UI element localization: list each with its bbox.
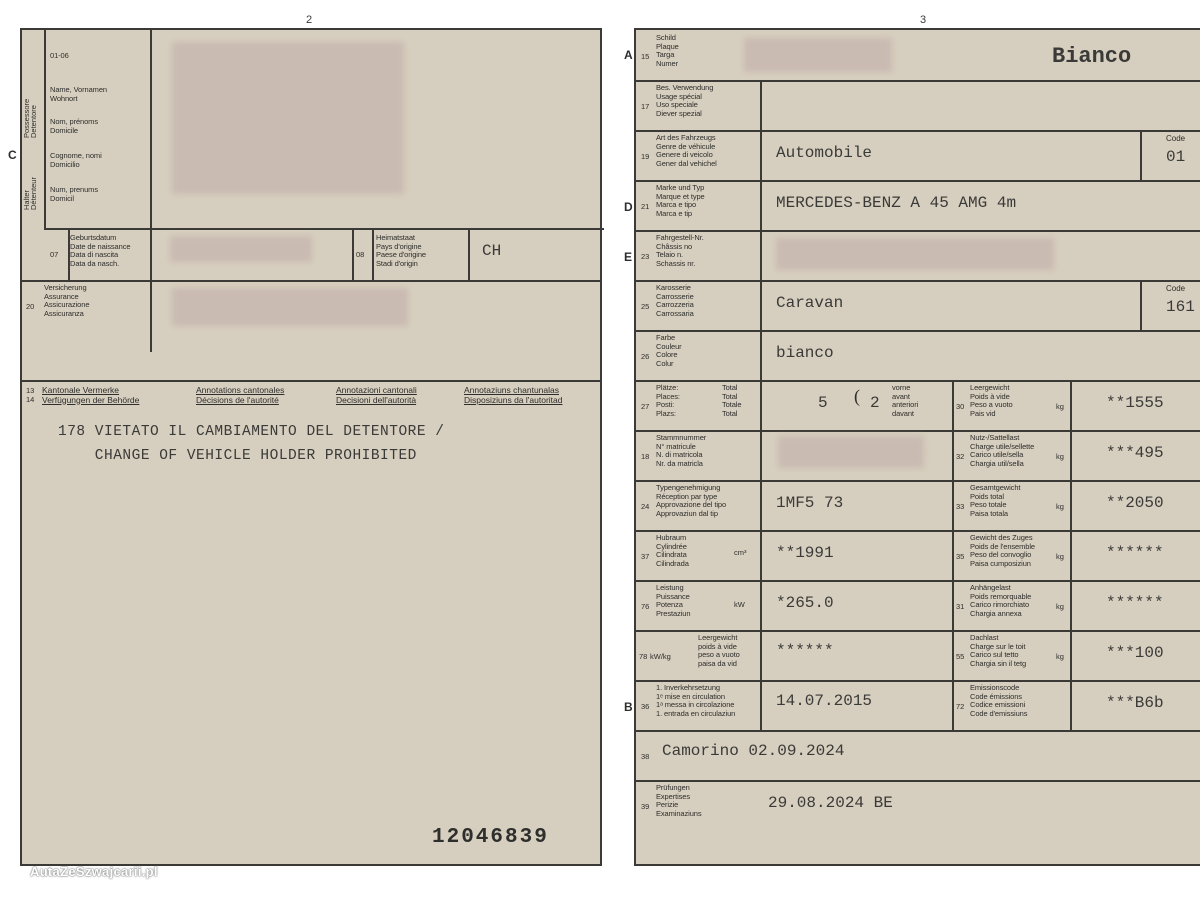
roof-load-label: Dachlast Charge sur le toit Carico sul tetto Chargia sin il tetg (970, 633, 1027, 668)
type-code-divider (1140, 130, 1142, 180)
train-weight-value: ****** (1106, 544, 1164, 562)
birth-field-number: 07 (50, 250, 59, 259)
displacement-label: Hubraum Cylindrée Cilindrata Cilindrada (656, 533, 689, 568)
stamm-number-redacted (778, 436, 924, 468)
plate-field-number: 15 (641, 52, 650, 61)
row-line-10 (636, 530, 1200, 532)
row-line-7 (636, 380, 1200, 382)
document-serial-number: 12046839 (432, 826, 549, 849)
body-type-label: Karosserie Carrosserie Carrozzeria Carrossaria (656, 283, 694, 318)
power-ratio-value: ****** (776, 642, 834, 660)
field-01-06-label: 01-06 (50, 51, 69, 60)
plate-canton-value: Bianco (1052, 44, 1132, 69)
watermark: AutaZeSzwajcarii.pl (30, 864, 158, 879)
make-type-label: Marke und Typ Marque et type Marca e tipo Marca e tip (656, 183, 705, 218)
examination-value: 29.08.2024 BE (768, 794, 893, 812)
total-weight-field-number: 33 (956, 502, 965, 511)
origin-left-divider (352, 228, 354, 280)
type-field-number: 19 (641, 152, 650, 161)
trailer-load-value: ****** (1106, 594, 1164, 612)
row-line-15 (636, 780, 1200, 782)
birth-date-label: Geburtsdatum Date de naissance Data di nascita Data da nasch. (70, 233, 131, 268)
type-approval-value: 1MF5 73 (776, 494, 844, 512)
body-type-value: Caravan (776, 294, 844, 312)
first-registration-value: 14.07.2015 (776, 692, 873, 710)
right-page (624, 28, 1200, 866)
body-field-number: 25 (641, 302, 650, 311)
exam-field-number: 39 (641, 802, 650, 811)
displacement-unit: cm³ (734, 548, 747, 557)
origin-value: CH (482, 242, 502, 260)
row-line-13 (636, 680, 1200, 682)
approval-field-number: 24 (641, 502, 650, 511)
payload-unit: kg (1056, 452, 1064, 461)
emission-field-number: 72 (956, 702, 965, 711)
chassis-label: Fahrgestell-Nr. Châssis no Telaio n. Schassis nr. (656, 233, 704, 268)
trailer-load-field-number: 31 (956, 602, 965, 611)
body-code-divider (1140, 280, 1142, 330)
insurance-field-number: 20 (26, 302, 35, 311)
seats-label: Plätze: Places: Posti: Plazs: (656, 383, 680, 418)
insurance-bottom-line (22, 380, 602, 382)
first-registration-field-number: 36 (641, 702, 650, 711)
type-code-value: 01 (1166, 148, 1186, 166)
make-field-number: 21 (641, 202, 650, 211)
holder-vertical-label-3: Possessore (22, 98, 31, 138)
left-page (8, 28, 602, 866)
curb-weight-value: **1555 (1106, 394, 1164, 412)
row-line-8 (636, 430, 1200, 432)
trailer-load-label: Anhängelast Poids remorquable Carico rimorchiato Chargia annexa (970, 583, 1032, 618)
examinations-label: Prüfungen Expertises Perizie Examinaziuns (656, 783, 702, 818)
origin-label-divider (468, 228, 470, 280)
power-ratio-label: Leergewicht poids à vide peso a vuoto paisa da vid (698, 633, 740, 668)
section-a-marker: A (624, 48, 633, 62)
origin-field-number: 08 (356, 250, 365, 259)
power-field-number: 76 (641, 602, 650, 611)
annotation-note-line2: CHANGE OF VEHICLE HOLDER PROHIBITED (58, 448, 417, 464)
annotations-field-numbers: 13 14 (26, 386, 35, 404)
train-weight-label: Gewicht des Zuges Poids de l'ensemble Peso del convoglio Paisa cumposiziun (970, 533, 1035, 568)
row-line-1 (636, 80, 1200, 82)
annotations-col-de: Kantonale Vermerke Verfügungen der Behörde (42, 385, 140, 405)
roof-load-unit: kg (1056, 652, 1064, 661)
power-value: *265.0 (776, 594, 834, 612)
first-registration-label: 1. Inverkehrsetzung 1ᵉ mise en circulation 1ᵃ messa in circolazione 1. entrada en circulaziun (656, 683, 736, 718)
displacement-value: **1991 (776, 544, 834, 562)
emission-code-value: ***B6b (1106, 694, 1164, 712)
section-d-marker: D (624, 200, 633, 214)
holder-vertical-label-1: Halter (22, 189, 31, 210)
birth-bottom-line (22, 280, 602, 282)
insurance-label: Versicherung Assurance Assicurazione Assicuranza (44, 283, 90, 318)
label-column-divider-right (760, 80, 762, 730)
power-ratio-field-number: 78 (639, 652, 648, 661)
roof-load-field-number: 55 (956, 652, 965, 661)
use-field-number: 17 (641, 102, 650, 111)
special-use-label: Bes. Verwendung Usage spécial Uso speciale Diever spezial (656, 83, 714, 118)
chassis-field-number: 23 (641, 252, 650, 261)
birth-date-redacted (170, 236, 312, 262)
annotation-note-line1: 178 VIETATO IL CAMBIAMENTO DEL DETENTORE / (58, 424, 445, 440)
total-weight-value: **2050 (1106, 494, 1164, 512)
body-code-label: Code (1166, 284, 1186, 293)
type-code-label: Code (1166, 134, 1186, 143)
holder-redacted-area (172, 42, 404, 194)
seats-field-number: 27 (641, 402, 650, 411)
stamm-number-label: Stammnummer N° matricule N. di matricola Nr. da matricla (656, 433, 707, 468)
weights-value-divider (1070, 380, 1072, 730)
issue-place-date: Camorino 02.09.2024 (662, 742, 845, 760)
row-line-6 (636, 330, 1200, 332)
origin-num-divider (372, 228, 374, 280)
power-unit: kW (734, 600, 745, 609)
annotations-col-it: Annotazioni cantonali Decisioni dell'autorità (336, 385, 417, 405)
holder-left-divider (44, 30, 46, 228)
stamm-field-number: 18 (641, 452, 650, 461)
row-line-11 (636, 580, 1200, 582)
holder-name-label-it: Cognome, nomi Domicilio (50, 151, 102, 169)
power-ratio-unit: kW/kg (650, 652, 671, 661)
insurance-redacted (172, 288, 408, 326)
displacement-field-number: 37 (641, 552, 650, 561)
seats-total-label: Total Total Totale Total (722, 383, 742, 418)
holder-name-label-fr: Nom, prénoms Domicile (50, 117, 98, 135)
total-weight-label: Gesamtgewicht Poids total Peso totale Paisa totala (970, 483, 1021, 518)
page-number-right: 3 (920, 14, 927, 26)
train-weight-unit: kg (1056, 552, 1064, 561)
annotations-col-fr: Annotations cantonales Décisions de l'autorité (196, 385, 285, 405)
origin-label: Heimatstaat Pays d'origine Paese d'origine Stadi d'origin (376, 233, 426, 268)
train-weight-field-number: 35 (956, 552, 965, 561)
row-line-12 (636, 630, 1200, 632)
roof-load-value: ***100 (1106, 644, 1164, 662)
issue-field-number: 38 (641, 752, 650, 761)
make-type-value: MERCEDES-BENZ A 45 AMG 4m (776, 194, 1017, 212)
payload-field-number: 32 (956, 452, 965, 461)
curb-weight-field-number: 30 (956, 402, 965, 411)
type-approval-label: Typengenehmigung Réception par type Approvazione del tipo Approvaziun dal tip (656, 483, 727, 518)
body-code-value: 161 (1166, 298, 1195, 316)
color-label: Farbe Couleur Colore Colur (656, 333, 682, 368)
section-e-marker: E (624, 250, 633, 264)
holder-name-label-rm: Num, prenums Domicil (50, 185, 98, 203)
weights-left-divider (952, 380, 954, 730)
trailer-load-unit: kg (1056, 602, 1064, 611)
plate-label: Schild Plaque Targa Numer (656, 33, 679, 68)
payload-value: ***495 (1106, 444, 1164, 462)
row-line-14 (636, 730, 1200, 732)
row-line-9 (636, 480, 1200, 482)
color-field-number: 26 (641, 352, 650, 361)
total-weight-unit: kg (1056, 502, 1064, 511)
row-line-5 (636, 280, 1200, 282)
seats-front-label: vorne avant anteriori davant (892, 383, 919, 418)
plate-number-redacted (744, 38, 892, 72)
color-value: bianco (776, 344, 834, 362)
seats-bracket-open: ( (854, 386, 860, 406)
section-b-marker: B (624, 700, 633, 714)
row-line-2 (636, 130, 1200, 132)
power-label: Leistung Puissance Potenza Prestaziun (656, 583, 691, 618)
seats-front-value: 2 (870, 394, 880, 412)
label-column-divider (150, 30, 152, 352)
holder-name-label-de: Name, Vornamen Wohnort (50, 85, 107, 103)
vehicle-type-label: Art des Fahrzeugs Genre de véhicule Genere di veicolo Gener dal vehichel (656, 133, 717, 168)
chassis-number-redacted (776, 238, 1054, 270)
page-number-left: 2 (306, 14, 313, 26)
payload-label: Nutz-/Sattellast Charge utile/sellette Carico utile/sella Chargia util/sella (970, 433, 1035, 468)
annotations-col-rm: Annotaziuns chantunalas Disposiziuns da l'autoritad (464, 385, 563, 405)
row-line-3 (636, 180, 1200, 182)
seats-total-value: 5 (818, 394, 828, 412)
curb-weight-unit: kg (1056, 402, 1064, 411)
row-line-4 (636, 230, 1200, 232)
emission-code-label: Emissionscode Code émissions Codice emissioni Code d'emissiuns (970, 683, 1028, 718)
curb-weight-label: Leergewicht Poids à vide Peso a vuoto Pais vid (970, 383, 1013, 418)
section-c-marker: C (8, 148, 17, 162)
holder-vertical-label-2: Détenteur (29, 177, 38, 210)
holder-bottom-line (44, 228, 604, 230)
vehicle-type-value: Automobile (776, 144, 873, 162)
holder-vertical-label-4: Detentore (29, 105, 38, 138)
